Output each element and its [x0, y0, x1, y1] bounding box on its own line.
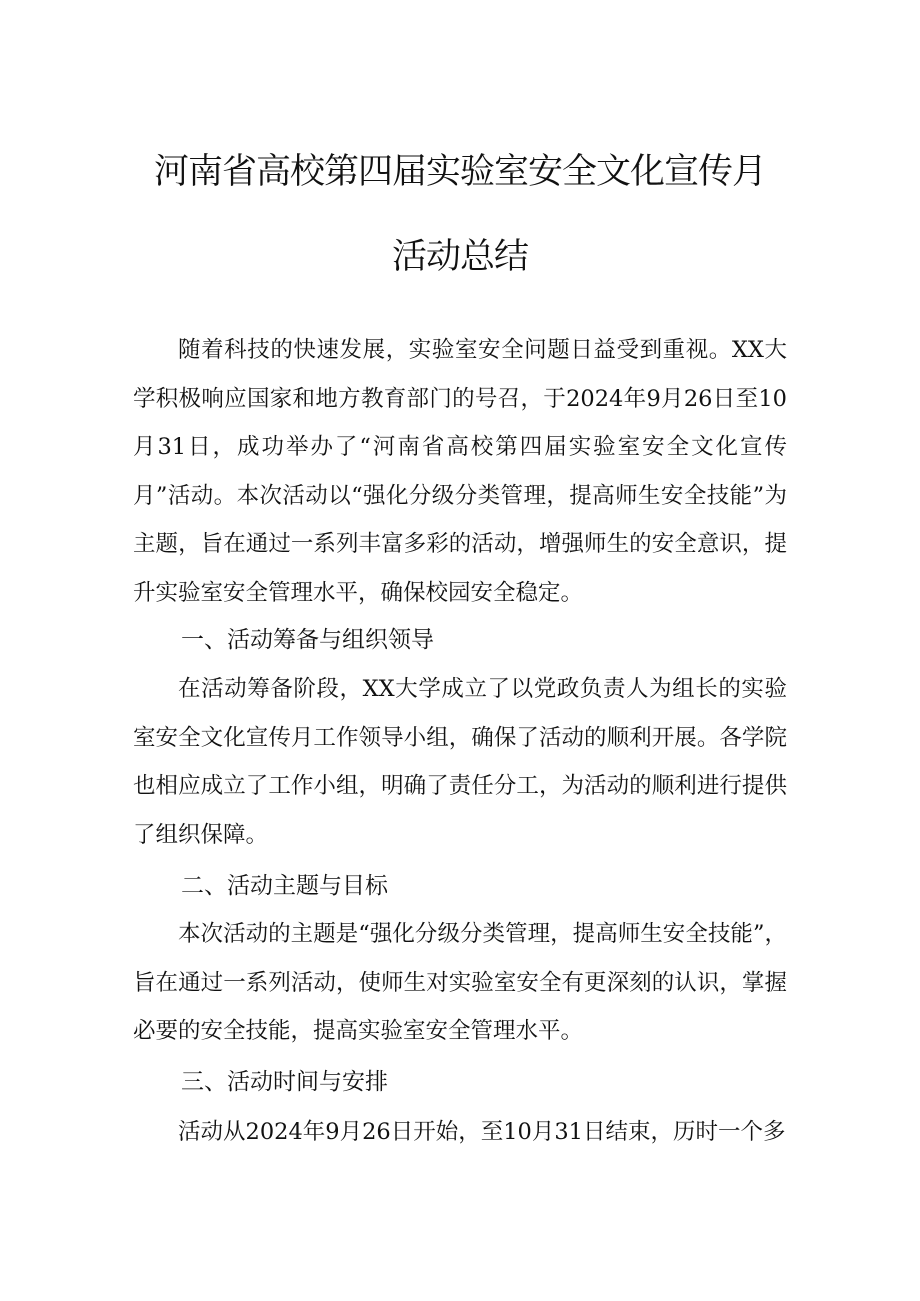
section2-heading: 二、活动主题与目标 — [181, 873, 388, 899]
section3-paragraph: 活动从2024年9月26日开始，至10月31日结束，历时一个多 — [178, 1119, 786, 1145]
section3-heading: 三、活动时间与安排 — [181, 1069, 388, 1095]
document-title-line1: 河南省高校第四届实验室安全文化宣传月 — [153, 152, 766, 192]
section2-paragraph: 本次活动的主题是“强化分级分类管理，提高师生安全技能”，旨在通过一系列活动，使师生对实验室安全有更深刻的认识，掌握必要的安全技能，提高实验室安全管理水平。 — [133, 921, 787, 1044]
section1-paragraph: 在活动筹备阶段，XX大学成立了以党政负责人为组长的实验室安全文化宣传月工作领导小组，确保了活动的顺利开展。各学院也相应成立了工作小组，明确了责任分工，为活动的顺利进行提供了组织保障。 — [133, 676, 787, 848]
document-title-line2: 活动总结 — [391, 237, 528, 277]
intro-paragraph: 随着科技的快速发展，实验室安全问题日益受到重视。XX大学积极响应国家和地方教育部门的号召，于2024年9月26日至10月31日，成功举办了“河南省高校第四届实验室安全文化宣传月”活动。本次活动以“强化分级分类管理，提高师生安全技能”为主题，旨在通过一系列丰富多彩的活动，增强师生的安全意识，提升实验室安全管理水平，确保校园安全稳定。 — [133, 337, 787, 606]
section1-heading: 一、活动筹备与组织领导 — [181, 627, 434, 653]
